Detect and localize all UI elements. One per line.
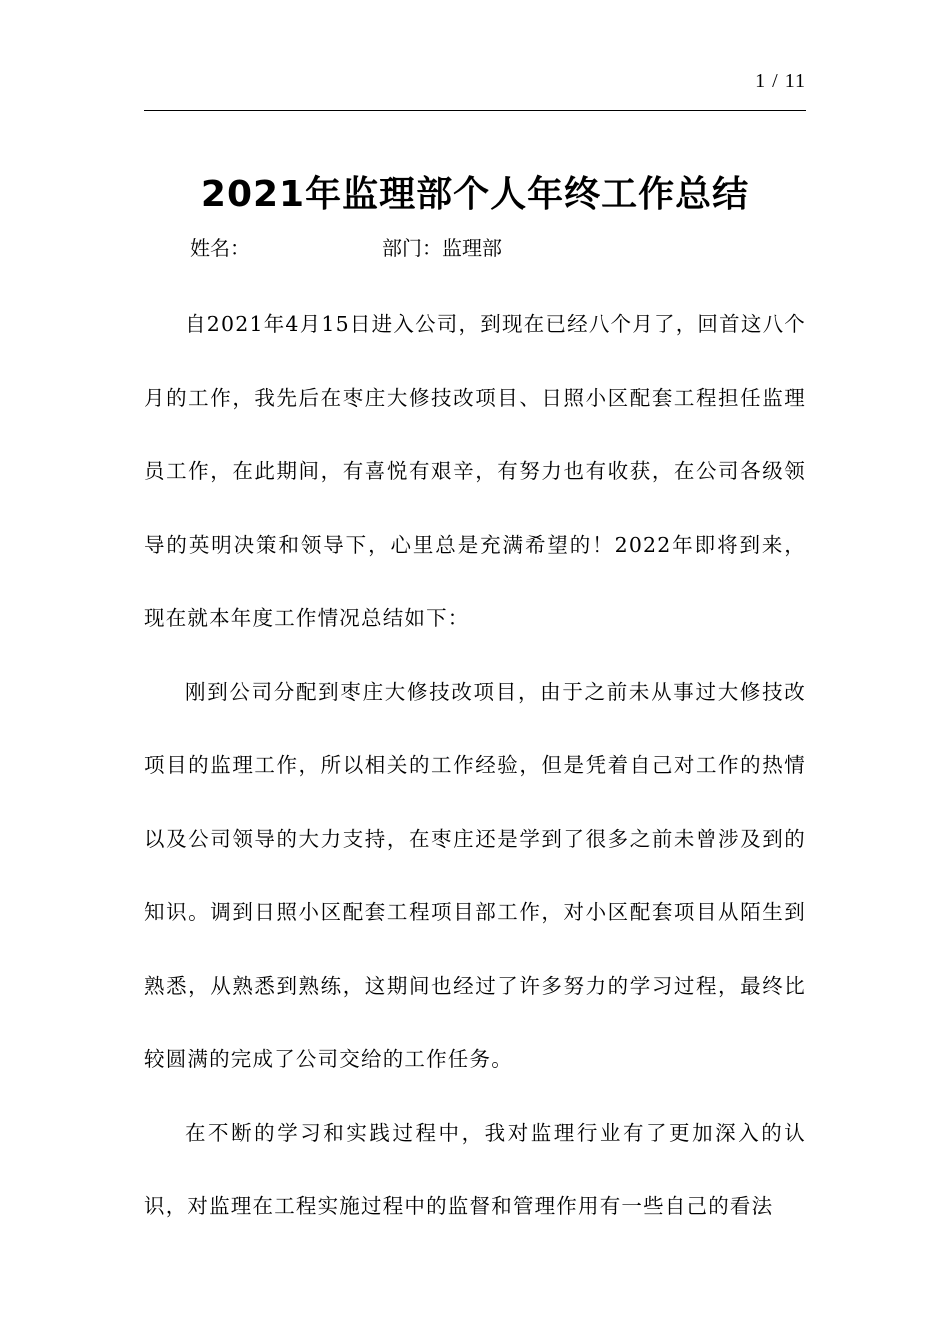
meta-row [190,232,502,261]
header-divider [144,110,806,111]
paragraph-3: 在不断的学习和实践过程中，我对监理行业有了更加深入的认识，对监理在工程实施过程中的监督和管理作用有一些自己的看法 [144,1120,806,1218]
name-label: 姓名： [190,236,250,260]
document-body [144,288,806,1244]
page-number: 1 / 11 [755,70,806,92]
paragraph-2: 刚到公司分配到枣庄大修技改项目，由于之前未从事过大修技改项目的监理工作，所以相关的工作经验，但是凭着自己对工作的热情以及公司领导的大力支持，在枣庄还是学到了很多之前未曾涉及到的知识。调到日照小区配套工程项目部工作，对小区配套项目从陌生到熟悉，从熟悉到熟练，这期间也经过了许多努力的学习过程，最终比较圆满的完成了公司交给的工作任务。 [144,679,806,1071]
paragraph-1: 自2021年4月15日进入公司，到现在已经八个月了，回首这八个月的工作，我先后在枣庄大修技改项目、日照小区配套工程担任监理员工作，在此期间，有喜悦有艰辛，有努力也有收获，在公司各级领导的英明决策和领导下，心里总是充满希望的！2022年即将到来，现在就本年度工作情况总结如下： [144,312,806,630]
department-label: 部门：监理部 [382,236,502,260]
document-title: 2021年监理部个人年终工作总结 [200,174,750,215]
